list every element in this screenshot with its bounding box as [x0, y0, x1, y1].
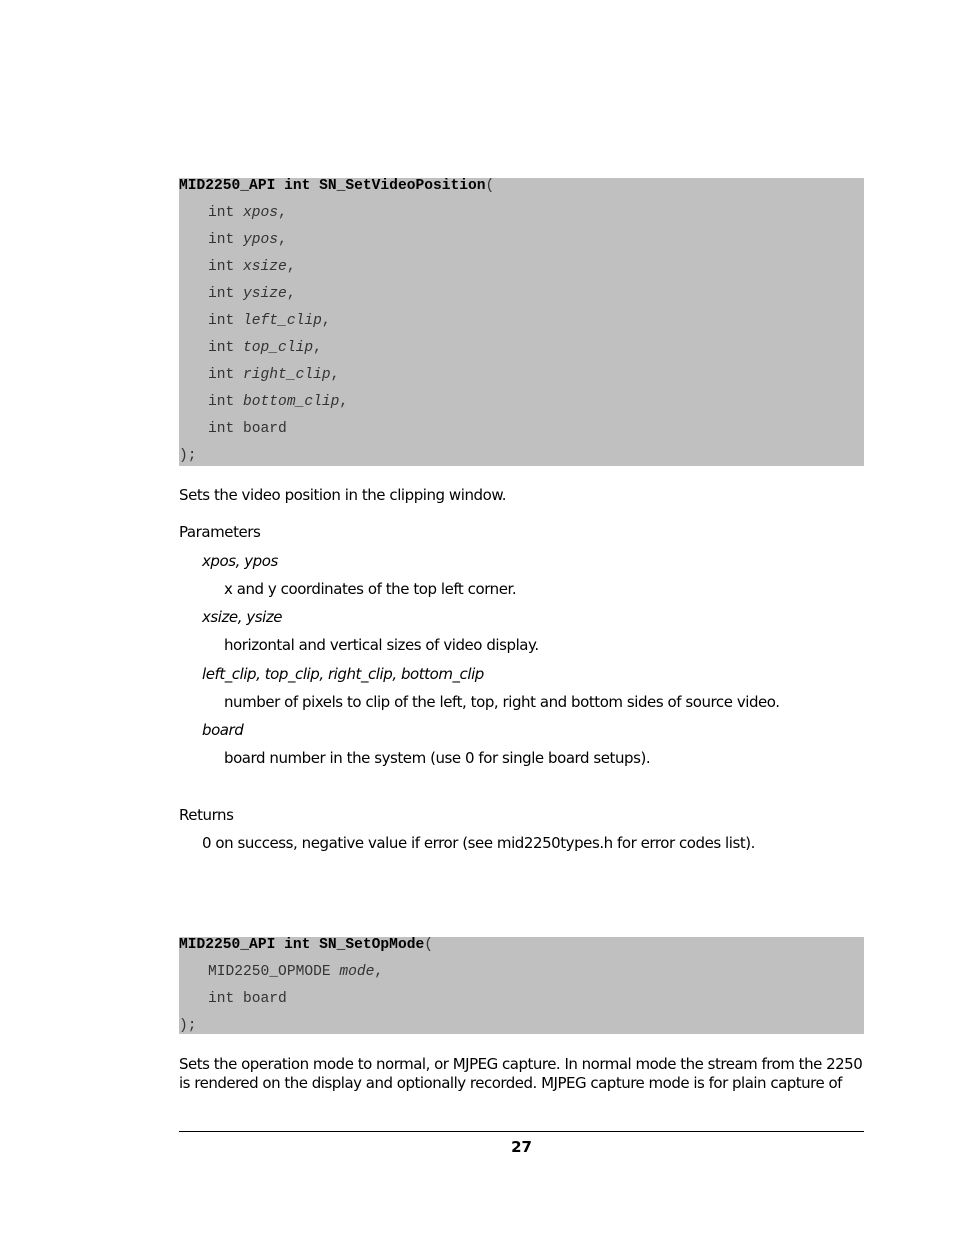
signature-text: MID2250_API int SN_SetOpMode — [179, 937, 425, 953]
param-doc-desc: number of pixels to clip of the left, top, right and bottom sides of source video. — [224, 693, 780, 711]
param-doc-name: left_clip, top_clip, right_clip, bottom_clip — [202, 665, 484, 683]
function-signature — [179, 178, 494, 205]
param-line: int xpos, — [208, 205, 287, 221]
param-doc-desc: board number in the system (use 0 for single board setups). — [224, 749, 651, 767]
code-block-set-op-mode — [179, 937, 864, 1034]
param-line: int ysize, — [208, 286, 296, 302]
code-block-set-video-position — [179, 178, 864, 466]
param-doc-name: xsize, ysize — [202, 608, 283, 626]
param-line: int board — [208, 991, 287, 1007]
param-doc-name: board — [202, 721, 244, 739]
signature-text: MID2250_API int SN_SetVideoPosition — [179, 178, 486, 194]
function-signature — [179, 937, 433, 964]
returns-heading: Returns — [179, 806, 234, 824]
param-line: int bottom_clip, — [208, 394, 349, 410]
param-doc-name: xpos, ypos — [202, 552, 278, 570]
param-doc-desc: x and y coordinates of the top left corner. — [224, 580, 517, 598]
footer-rule — [179, 1131, 864, 1132]
param-line: int left_clip, — [208, 313, 331, 329]
param-line: int board — [208, 421, 287, 437]
param-line: MID2250_OPMODE mode, — [208, 964, 384, 980]
param-line: int right_clip, — [208, 367, 340, 383]
close-paren: ); — [179, 448, 197, 464]
close-paren: ); — [179, 1018, 197, 1034]
function-description: Sets the operation mode to normal, or MJPEG capture. In normal mode the stream from the 2250 is rendered on the display and optionally recorded. MJPEG capture mode is for plain capture of — [179, 1055, 863, 1092]
function-description: Sets the video position in the clipping window. — [179, 486, 507, 504]
param-line: int top_clip, — [208, 340, 322, 356]
param-line: int xsize, — [208, 259, 296, 275]
parameters-heading: Parameters — [179, 523, 261, 541]
page-number: 27 — [511, 1138, 532, 1156]
returns-description: 0 on success, negative value if error (see mid2250types.h for error codes list). — [202, 834, 755, 852]
param-line: int ypos, — [208, 232, 287, 248]
open-paren: ( — [424, 937, 433, 953]
open-paren: ( — [485, 178, 495, 194]
param-doc-desc: horizontal and vertical sizes of video display. — [224, 636, 539, 654]
